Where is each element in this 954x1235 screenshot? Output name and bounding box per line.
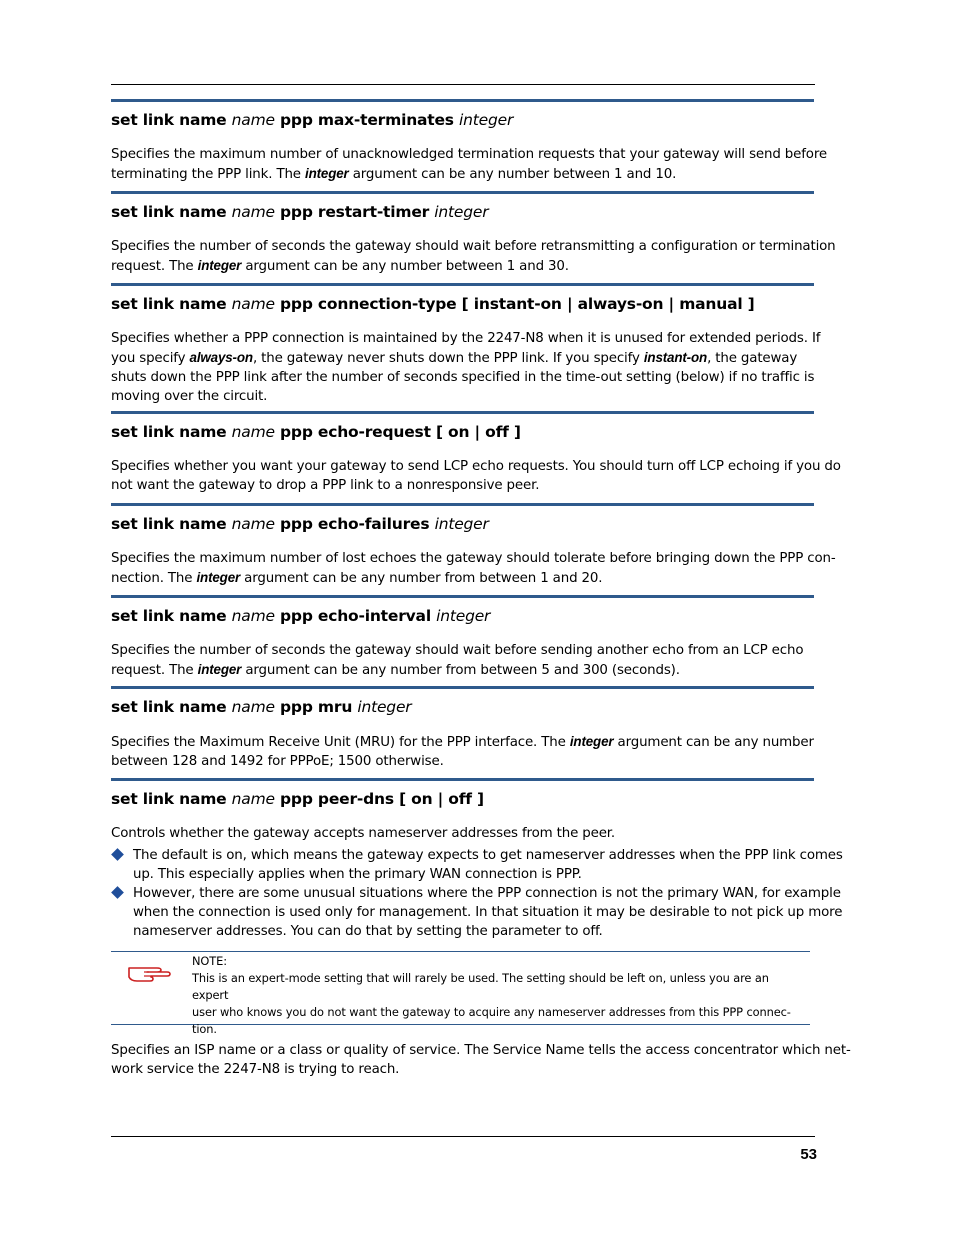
line-text: Specifies the maximum number of unacknowledged termination requests that your gateway will send before (111, 147, 827, 162)
line-text: argument can be any number between 1 and 10. (348, 167, 677, 182)
paragraph-line (111, 660, 814, 680)
command-arg: integer (434, 515, 489, 533)
note-box (111, 951, 810, 1036)
header-rule (111, 84, 815, 85)
note-line: user who knows you do not want the gateway to acquire any nameserver addresses from this PPP connec- (192, 1005, 791, 1019)
footer-rule (111, 1136, 815, 1137)
page-number: 53 (800, 1146, 817, 1163)
bold-value: on (226, 848, 243, 863)
paragraph-line (133, 884, 841, 903)
command-keyword: ppp echo-interval (274, 607, 437, 625)
line-text: Specifies whether you want your gateway to send LCP echo requests. You should turn off LCP echoing if you do (111, 459, 841, 474)
keyword: instant-on (643, 350, 708, 365)
command-description (111, 824, 814, 843)
line-text: argument can be any number from between 1 and 20. (240, 571, 603, 586)
section-rule (111, 99, 814, 102)
line-text: , the gateway never shuts down the PPP link. If you specify (252, 351, 644, 366)
line-text: Controls whether the gateway accepts nameserver addresses from the peer. (111, 826, 616, 841)
paragraph-line (111, 237, 836, 256)
command-keyword: set link name (111, 203, 232, 221)
line-text: The default is (133, 848, 227, 863)
command-heading (111, 423, 814, 441)
line-text: the primary WAN, for example (637, 886, 841, 901)
command-heading (111, 295, 814, 313)
command-section (111, 283, 821, 406)
section-rule (111, 411, 814, 414)
command-section (111, 411, 841, 495)
command-keyword: ppp peer-dns [ on | off ] (274, 790, 484, 808)
command-arg: name (231, 295, 275, 313)
command-keyword: ppp max-terminates (274, 111, 460, 129)
command-keyword: ppp connection-type [ instant-on | always-on | manual ] (274, 295, 755, 313)
diamond-bullet-icon (111, 848, 124, 861)
line-text: shuts down the PPP link after the number of seconds specified in the time-out setting (below) if no traffic is (111, 370, 815, 385)
paragraph-line (111, 457, 841, 476)
line-text: argument can be any number between 1 and 30. (241, 259, 569, 274)
line-text: between 128 and 1492 for PPPoE; 1500 otherwise. (111, 754, 444, 769)
paragraph-line (111, 641, 814, 660)
section-rule (111, 283, 814, 286)
paragraph-line (111, 752, 814, 771)
command-heading (111, 203, 814, 221)
note-line: tion. (192, 1022, 217, 1036)
command-section (111, 595, 814, 680)
line-text: up. This especially applies when the primary WAN connection is PPP. (133, 867, 582, 882)
command-arg: integer (436, 607, 491, 625)
line-text: not want the gateway to drop a PPP link to a nonresponsive peer. (111, 478, 540, 493)
paragraph-line (111, 732, 814, 752)
command-arg: name (231, 607, 275, 625)
section-rule (111, 191, 814, 194)
command-arg: integer (459, 111, 514, 129)
line-text: pick up more (752, 905, 843, 920)
command-description (111, 145, 827, 184)
bold-value: off (582, 924, 599, 939)
note-label: NOTE: (192, 954, 227, 968)
command-heading (111, 111, 814, 129)
final-paragraph (111, 1041, 851, 1079)
note-line: This is an expert-mode setting that will rarely be used. The setting should be left on, unless you are an expert (192, 971, 769, 1002)
command-arg: integer (357, 698, 412, 716)
paragraph-line (133, 865, 814, 884)
command-keyword: set link name (111, 607, 232, 625)
line-text: when the connection is used only for management. In that situation it may be desirable to (133, 905, 731, 920)
paragraph-line (133, 922, 814, 941)
command-keyword: set link name (111, 698, 232, 716)
command-heading (111, 790, 814, 808)
command-keyword: set link name (111, 111, 232, 129)
command-section (111, 778, 814, 843)
section-rule (111, 778, 814, 781)
keyword: not (616, 886, 638, 901)
command-arg: name (231, 790, 275, 808)
command-arg: integer (434, 203, 489, 221)
paragraph-line: work service the 2247-N8 is trying to reach. (111, 1062, 400, 1077)
command-keyword: set link name (111, 423, 232, 441)
line-text: nameserver addresses. You can do that by setting the parameter to (133, 924, 583, 939)
keyword: always-on (189, 350, 253, 365)
line-text: argument can be any number (613, 735, 814, 750)
command-description (111, 329, 821, 406)
keyword: integer (196, 570, 241, 585)
command-arg: name (231, 203, 275, 221)
line-text: Specifies the Maximum Receive Unit (MRU) for the PPP interface. The (111, 735, 570, 750)
command-description (111, 732, 814, 771)
paragraph-line (111, 549, 836, 568)
command-description (111, 549, 836, 588)
line-text: moving over the circuit. (111, 389, 268, 404)
line-text: However, there are some unusual situations where the PPP connection is (133, 886, 616, 901)
command-description (111, 457, 841, 495)
section-rule (111, 686, 814, 689)
paragraph-line (111, 256, 814, 276)
command-arg: name (231, 111, 275, 129)
command-arg: name (231, 698, 275, 716)
command-description (111, 237, 836, 276)
line-text: you specify (111, 351, 190, 366)
command-section (111, 686, 814, 771)
line-text: terminating the PPP link. The (111, 167, 305, 182)
paragraph-line (111, 476, 814, 495)
bullet-item (111, 846, 843, 884)
line-text: request. The (111, 259, 198, 274)
bullet-item (111, 884, 843, 941)
line-text: Specifies the maximum number of lost echoes the gateway should tolerate before bringing down the PPP con- (111, 551, 836, 566)
line-text: . (598, 924, 603, 939)
line-text: , which means the gateway expects to get nameserver addresses when the PPP link comes (242, 848, 843, 863)
keyword: integer (569, 734, 614, 749)
line-text: Specifies the number of seconds the gateway should wait before sending another echo from an LCP echo (111, 643, 804, 658)
paragraph-line (111, 348, 814, 368)
line-text: Specifies whether a PPP connection is maintained by the 2247-N8 when it is unused for extended periods. If (111, 331, 821, 346)
paragraph-line (111, 368, 814, 387)
command-keyword: ppp echo-request [ on | off ] (274, 423, 521, 441)
paragraph-line (111, 145, 827, 164)
paragraph-line (133, 903, 843, 922)
line-text: request. The (111, 663, 198, 678)
command-heading (111, 607, 814, 625)
keyword: integer (197, 662, 242, 677)
paragraph-line (111, 329, 821, 348)
pointing-hand-icon (127, 960, 173, 984)
command-arg: name (231, 515, 275, 533)
section-rule (111, 595, 814, 598)
paragraph-line: Specifies an ISP name or a class or quality of service. The Service Name tells the access concentrator which net- (111, 1043, 851, 1058)
keyword: integer (305, 166, 349, 181)
command-keyword: ppp restart-timer (274, 203, 435, 221)
command-arg: name (231, 423, 275, 441)
paragraph-line (111, 568, 814, 588)
note-text (192, 953, 807, 1038)
paragraph-line (111, 387, 814, 406)
command-section (111, 191, 836, 276)
line-text: Specifies the number of seconds the gateway should wait before retransmitting a configuration or termination (111, 239, 836, 254)
command-keyword: set link name (111, 515, 232, 533)
command-description (111, 641, 814, 680)
keyword: not (730, 905, 753, 920)
section-rule (111, 503, 814, 506)
command-keyword: set link name (111, 295, 232, 313)
paragraph-line (111, 824, 814, 843)
paragraph-line (111, 164, 814, 184)
bullet-list (111, 846, 843, 941)
command-keyword: set link name (111, 790, 232, 808)
command-heading (111, 515, 814, 533)
line-text: , the gateway (707, 351, 798, 366)
command-section (111, 99, 827, 184)
command-keyword: ppp echo-failures (274, 515, 435, 533)
line-text: argument can be any number from between 5 and 300 (seconds). (241, 663, 680, 678)
command-keyword: ppp mru (274, 698, 358, 716)
diamond-bullet-icon (111, 886, 124, 899)
command-section (111, 503, 836, 588)
line-text: nection. The (111, 571, 197, 586)
keyword: integer (197, 258, 242, 273)
paragraph-line (133, 846, 843, 865)
command-heading (111, 698, 814, 716)
